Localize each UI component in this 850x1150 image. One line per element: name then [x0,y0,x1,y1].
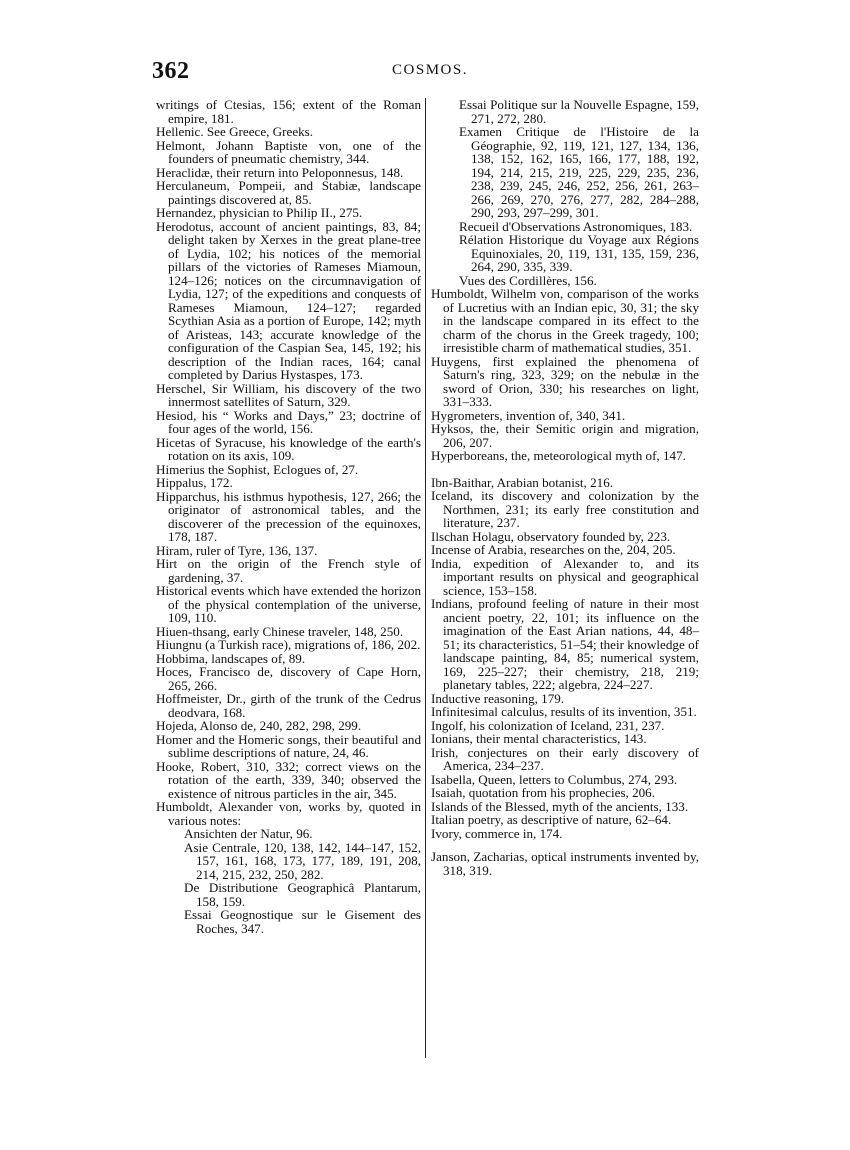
index-subentry: Essai Politique sur la Nouvelle Espagne, 159, 271, 272, 280. [459,97,699,126]
index-entry: Hernandez, physician to Philip II., 275. [156,205,363,220]
index-entry: Herodotus, account of ancient paintings, 83, 84; delight taken by Xerxes in the great plane-tree of Lydia, 102; his notices of the memorial pillars of the victories of Rameses Miamoun, 124–126; notices on the circumnavigation of Lydia, 127; of the expeditions and conquests of Rameses Miamoun, 124–127; regarded Scythian Asia as a portion of Europe, 142; myth of Aristeas, 143; accurate knowledge of the configuration of the Caspian Sea, 145, 192; his description of the Indian races, 164; canal completed by Darius Hystaspes, 173. [156,218,421,382]
index-entry: Ilschan Holagu, observatory founded by, 223. [431,528,671,544]
index-entry: Humboldt, Wilhelm von, comparison of the works of Lucretius with an Indian epic, 30, 31; the sky in the landscape compared in its effect to the charm of the chorus in the Greek tragedy, 100; irresistible charm of mathematical studies, 351. [431,286,699,355]
index-entry: Hicetas of Syracuse, his knowledge of the earth's rotation on its axis, 109. [156,434,421,463]
index-entry: Heraclidæ, their return into Peloponnesus, 148. [156,164,404,180]
index-entry: Janson, Zacharias, optical instruments invented by, 318, 319. [431,849,699,878]
index-entry: Ionians, their mental characteristics, 143. [431,731,647,746]
index-entry: Hiram, ruler of Tyre, 136, 137. [156,542,318,558]
index-entry: Herculaneum, Pompeii, and Stabiæ, landscape paintings discovered at, 85. [156,178,421,207]
index-entry: Islands of the Blessed, myth of the ancients, 133. [431,798,689,814]
index-entry: Historical events which have extended the horizon of the physical contemplation of the universe, 109, 110. [156,583,421,625]
index-subentry: Ansichten der Natur, 96. [184,826,313,841]
index-entry: Hippalus, 172. [156,475,233,490]
index-entry: Infinitesimal calculus, results of its invention, 351. [431,704,697,719]
index-subentry: Vues des Cordillères, 156. [459,272,597,288]
index-entry: Hojeda, Alonso de, 240, 282, 298, 299. [156,718,362,733]
index-entry: Helmont, Johann Baptiste von, one of the founders of pneumatic chemistry, 344. [156,137,421,166]
index-entry: Hoffmeister, Dr., girth of the trunk of the Cedrus deodvara, 168. [156,691,421,720]
index-entry: Hygrometers, invention of, 340, 341. [431,407,626,423]
index-entry: Hobbima, landscapes of, 89. [156,650,306,666]
index-entry: Ibn-Baithar, Arabian botanist, 216. [431,474,614,490]
index-entry: Irish, conjectures on their early discovery of America, 234–237. [431,744,699,773]
index-entry: Herschel, Sir William, his discovery of the two innermost satellites of Saturn, 329. [156,380,421,409]
index-entry: Isabella, Queen, letters to Columbus, 274, 293. [431,771,678,787]
index-entry: Iceland, its discovery and colonization by the Northmen, 231; its early free constitution and literature, 237. [431,488,699,530]
index-entry: Himerius the Sophist, Eclogues of, 27. [156,461,359,477]
index-entry: India, expedition of Alexander to, and its important results on physical and geographical science, 153–158. [431,555,699,598]
index-subentry: Recueil d'Observations Astronomiques, 183. [459,218,693,234]
index-entry: Hipparchus, his isthmus hypothesis, 127, 266; the originator of astronomical tables, and the discoverer of the precession of the equinoxes, 178, 187. [156,488,421,544]
index-entry: Hirt on the origin of the French style of gardening, 37. [156,556,421,585]
index-entry: Ingolf, his colonization of Iceland, 231, 237. [431,717,665,733]
index-entry: Indians, profound feeling of nature in their most ancient poetry, 22, 101; its influence on the imagination of the East Arian nations, 44, 48–51; its characteristics, 51–54; their knowledge of landscape painting, 84, 85; numerical system, 169, 225–227; their chemistry, 218, 219; planetary tables, 222; algebra, 224–227. [431,596,699,692]
index-entry: Hyksos, the, their Semitic origin and migration, 206, 207. [431,421,699,450]
index-entry: Humboldt, Alexander von, works by, quoted in various notes: [156,799,421,828]
index-entry: Hellenic. See Greece, Greeks. [156,124,314,139]
index-entry: Hooke, Robert, 310, 332; correct views on the rotation of the earth, 339, 340; observed the existence of nitrous particles in the air, 345. [156,758,421,801]
index-entry: Hoces, Francisco de, discovery of Cape Horn, 265, 266. [156,664,421,693]
index-subentry: Rélation Historique du Voyage aux Régions Equinoxiales, 20, 119, 131, 135, 159, 236, 264, 290, 335, 339. [459,232,699,274]
index-entry: Hiungnu (a Turkish race), migrations of, 186, 202. [156,637,421,652]
index-column-right [431,98,699,877]
column-divider [425,98,426,1058]
index-entry: Incense of Arabia, researches on the, 204, 205. [431,542,676,557]
index-entry: Inductive reasoning, 179. [431,690,565,706]
index-entry: Hyperboreans, the, meteorological myth of, 147. [431,448,686,463]
index-subentry: Examen Critique de l'Histoire de la Géographie, 92, 119, 121, 127, 134, 136, 138, 152, 162, 165, 166, 177, 188, 192, 194, 214, 215, 219, 225, 229, 235, 236, 238, 239, 245, 246, 252, 256, 261, 263–266, 269, 270, 276, 277, 282, 284–288, 290, 293, 297–299, 301. [459,124,699,220]
index-subentry: Asie Centrale, 120, 138, 142, 144–147, 152, 157, 161, 168, 173, 177, 189, 191, 208, 214, 215, 232, 250, 282. [184,839,421,882]
index-entry: Italian poetry, as descriptive of nature, 62–64. [431,812,672,827]
page-header [150,58,710,88]
index-entry: Isaiah, quotation from his prophecies, 206. [431,785,656,800]
index-entry: Hesiod, his “ Works and Days,” 23; doctrine of four ages of the world, 156. [156,407,421,436]
index-entry: Hiuen-thsang, early Chinese traveler, 148, 250. [156,623,404,639]
running-title: COSMOS. [392,62,468,78]
index-subentry: Essai Geognostique sur le Gisement des Roches, 347. [184,907,421,936]
index-entry: Ivory, commerce in, 174. [431,825,563,841]
index-entry: writings of Ctesias, 156; extent of the Roman empire, 181. [156,97,421,126]
index-subentry: De Distributione Geographicâ Plantarum, 158, 159. [184,880,421,909]
index-entry: Huygens, first explained the phenomena of Saturn's ring, 323, 329; on the nebulæ in the sword of Orion, 330; his researches on light, 331–333. [431,353,699,409]
page-number: 362 [152,58,190,84]
index-entry: Homer and the Homeric songs, their beautiful and sublime descriptions of nature, 24, 46. [156,731,421,760]
index-column-left [156,98,421,935]
